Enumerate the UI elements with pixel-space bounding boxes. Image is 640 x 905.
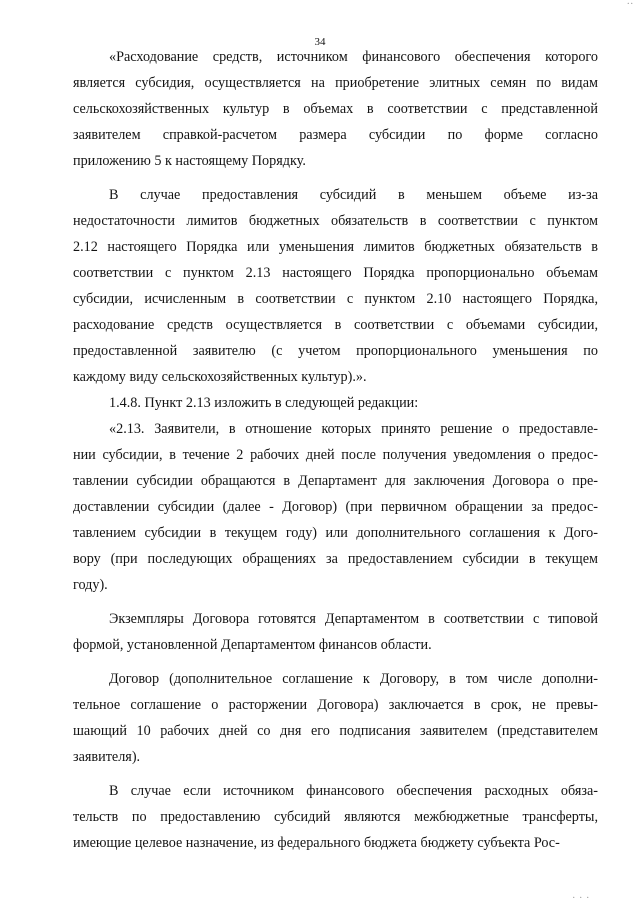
text-line: приложению 5 к настоящему Порядку.	[73, 153, 306, 169]
text-line: шающий 10 рабочих дней со дня его подписания заявителем (представителем	[73, 723, 598, 739]
paragraph	[73, 182, 598, 390]
text-line: году).	[73, 577, 108, 593]
paragraph	[73, 44, 598, 174]
paragraph	[73, 778, 598, 856]
text-line: тельное соглашение о расторжении Договора) заключается в срок, не превы-	[73, 697, 598, 713]
text-line: 2.12 настоящего Порядка или уменьшения лимитов бюджетных обязательств в	[73, 239, 598, 255]
paragraph	[73, 666, 598, 770]
scan-mark-bottom: . . .	[572, 890, 590, 901]
text-line: В случае предоставления субсидий в меньшем объеме из-за	[109, 187, 598, 203]
text-line: В случае если источником финансового обеспечения расходных обяза-	[109, 783, 598, 799]
document-body	[73, 44, 598, 856]
text-line: предоставленной заявителю (с учетом пропорционального уменьшения по	[73, 343, 598, 359]
paragraph	[73, 606, 598, 658]
text-line: недостаточности лимитов бюджетных обязательств в соответствии с пунктом	[73, 213, 598, 229]
text-line: заявителя).	[73, 749, 141, 765]
text-line: «2.13. Заявители, в отношение которых принято решение о предоставле-	[109, 421, 598, 437]
text-line: заявителем справкой-расчетом размера субсидии по форме согласно	[73, 127, 598, 143]
text-line: соответствии с пунктом 2.13 настоящего Порядка пропорционально объемам	[73, 265, 598, 281]
text-line: расходование средств осуществляется в соответствии с объемами субсидии,	[73, 317, 598, 333]
page-number: 34	[314, 36, 326, 48]
text-line: тавлении субсидии обращаются в Департамент для заключения Договора о пре-	[73, 473, 598, 489]
text-line: Экземпляры Договора готовятся Департаментом в соответствии с типовой	[109, 611, 598, 627]
text-line: нии субсидии, в течение 2 рабочих дней после получения уведомления о предос-	[73, 447, 598, 463]
text-line: 1.4.8. Пункт 2.13 изложить в следующей редакции:	[109, 395, 419, 411]
text-line: каждому виду сельскохозяйственных культур).».	[73, 369, 367, 385]
text-line: субсидии, исчисленным в соответствии с пунктом 2.10 настоящего Порядка,	[73, 291, 598, 307]
text-line: Договор (дополнительное соглашение к Договору, в том числе дополни-	[109, 671, 598, 687]
text-line: «Расходование средств, источником финансового обеспечения которого	[109, 49, 598, 65]
text-line: формой, установленной Департаментом финансов области.	[73, 637, 432, 653]
text-line: доставлении субсидии (далее - Договор) (при первичном обращении за предос-	[73, 499, 598, 515]
text-line: вору (при последующих обращениях за предоставлением субсидии в текущем	[73, 551, 598, 567]
scan-mark-top: ..	[627, 0, 634, 7]
paragraph	[73, 390, 598, 416]
text-line: тельств по предоставлению субсидий являются межбюджетные трансферты,	[73, 809, 598, 825]
text-line: сельскохозяйственных культур в объемах в соответствии с представленной	[73, 101, 598, 117]
text-line: имеющие целевое назначение, из федерального бюджета бюджету субъекта Рос-	[73, 835, 560, 851]
text-line: тавлением субсидии в текущем году) или дополнительного соглашения к Дого-	[73, 525, 598, 541]
text-line: является субсидия, осуществляется на приобретение элитных семян по видам	[73, 75, 598, 91]
paragraph	[73, 416, 598, 598]
